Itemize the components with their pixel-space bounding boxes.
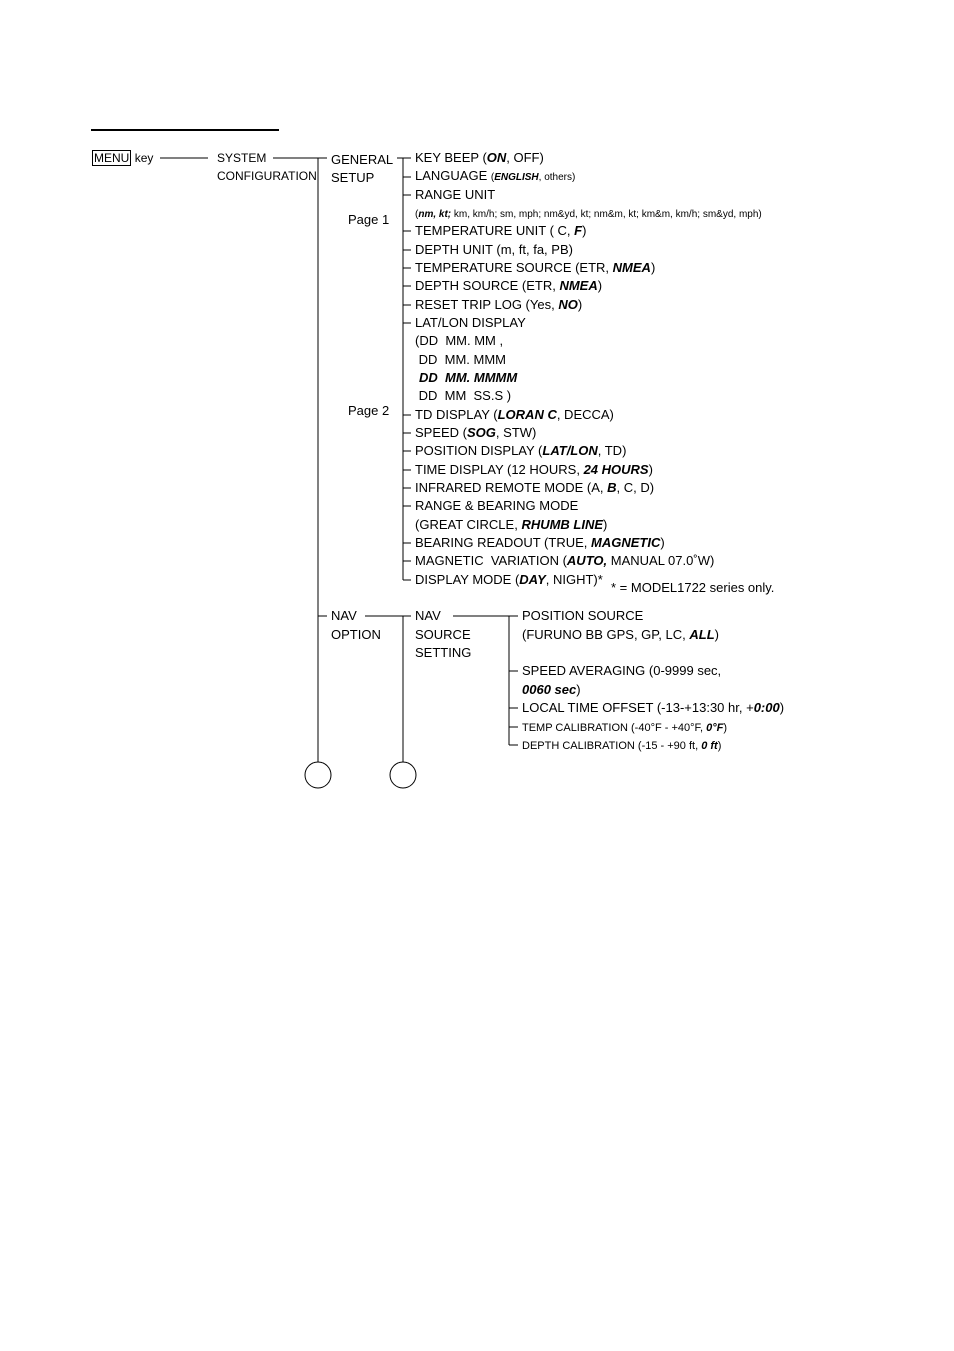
item-range-bearing-mode: RANGE & BEARING MODE: [415, 498, 579, 513]
item-position-source: POSITION SOURCE: [522, 608, 644, 623]
item-latlon-option-4: DD MM SS.S ): [415, 388, 512, 403]
configuration-label: CONFIGURATION: [217, 169, 317, 183]
item-speed-averaging: SPEED AVERAGING (0-9999 sec,: [522, 663, 722, 678]
item-position-display: POSITION DISPLAY (LAT/LON, TD): [415, 443, 627, 458]
item-range-unit: RANGE UNIT: [415, 187, 496, 202]
item-local-time-offset: LOCAL TIME OFFSET (-13-+13:30 hr, +0:00): [522, 700, 785, 715]
menu-key-suffix: key: [134, 151, 154, 165]
continuation-circle-2: [390, 762, 416, 788]
general-label: GENERAL: [331, 152, 394, 167]
item-bearing-readout: BEARING READOUT (TRUE, MAGNETIC): [415, 535, 665, 550]
item-range-bearing-options: (GREAT CIRCLE, RHUMB LINE): [415, 517, 608, 532]
item-speed: SPEED (SOG, STW): [415, 425, 537, 440]
item-depth-source: DEPTH SOURCE (ETR, NMEA): [415, 278, 603, 293]
item-latlon-option-2: DD MM. MMM: [415, 352, 506, 367]
nav-source-setting-label: SETTING: [415, 645, 472, 660]
item-temperature-unit: TEMPERATURE UNIT ( C, F): [415, 223, 587, 238]
item-range-unit-options: (nm, kt; km, km/h; sm, mph; nm&yd, kt; nm&m, kt; km&m, km/h; sm&yd, mph): [415, 209, 762, 220]
nav-source-source-label: SOURCE: [415, 627, 471, 642]
page-2-label: Page 2: [348, 403, 390, 418]
continuation-circle-1: [305, 762, 331, 788]
page-1-label: Page 1: [348, 212, 390, 227]
item-speed-averaging-default: 0060 sec): [522, 682, 581, 697]
footnote: * = MODEL1722 series only.: [611, 580, 775, 595]
item-td-display: TD DISPLAY (LORAN C, DECCA): [415, 407, 614, 422]
nav-source-nav-label: NAV: [415, 608, 441, 623]
menu-key-label: [92, 150, 153, 166]
item-display-mode: DISPLAY MODE (DAY, NIGHT)*: [415, 572, 603, 587]
item-reset-trip-log: RESET TRIP LOG (Yes, NO): [415, 297, 583, 312]
item-latlon-option-1: (DD MM. MM ,: [415, 333, 504, 348]
nav-label: NAV: [331, 608, 357, 623]
setup-label: SETUP: [331, 170, 375, 185]
item-latlon-option-3: DD MM. MMMM: [419, 370, 518, 385]
menu-key-box: MENU: [94, 151, 130, 165]
item-time-display: TIME DISPLAY (12 HOURS, 24 HOURS): [415, 462, 653, 477]
item-temp-calibration: TEMP CALIBRATION (-40°F - +40°F, 0°F): [522, 722, 728, 734]
item-latlon-display: LAT/LON DISPLAY: [415, 315, 526, 330]
item-key-beep: KEY BEEP (ON, OFF): [415, 150, 544, 165]
item-infrared-remote-mode: INFRARED REMOTE MODE (A, B, C, D): [415, 480, 655, 495]
item-temperature-source: TEMPERATURE SOURCE (ETR, NMEA): [415, 260, 656, 275]
item-language: LANGUAGE (ENGLISH, others): [415, 168, 576, 183]
item-position-source-options: (FURUNO BB GPS, GP, LC, ALL): [522, 627, 719, 642]
item-depth-calibration: DEPTH CALIBRATION (-15 - +90 ft, 0 ft): [522, 740, 722, 752]
option-label: OPTION: [331, 627, 381, 642]
item-magnetic-variation: MAGNETIC VARIATION (AUTO, MANUAL 07.0˚W): [415, 553, 715, 568]
item-depth-unit: DEPTH UNIT (m, ft, fa, PB): [415, 242, 573, 257]
system-label: SYSTEM: [217, 151, 267, 165]
